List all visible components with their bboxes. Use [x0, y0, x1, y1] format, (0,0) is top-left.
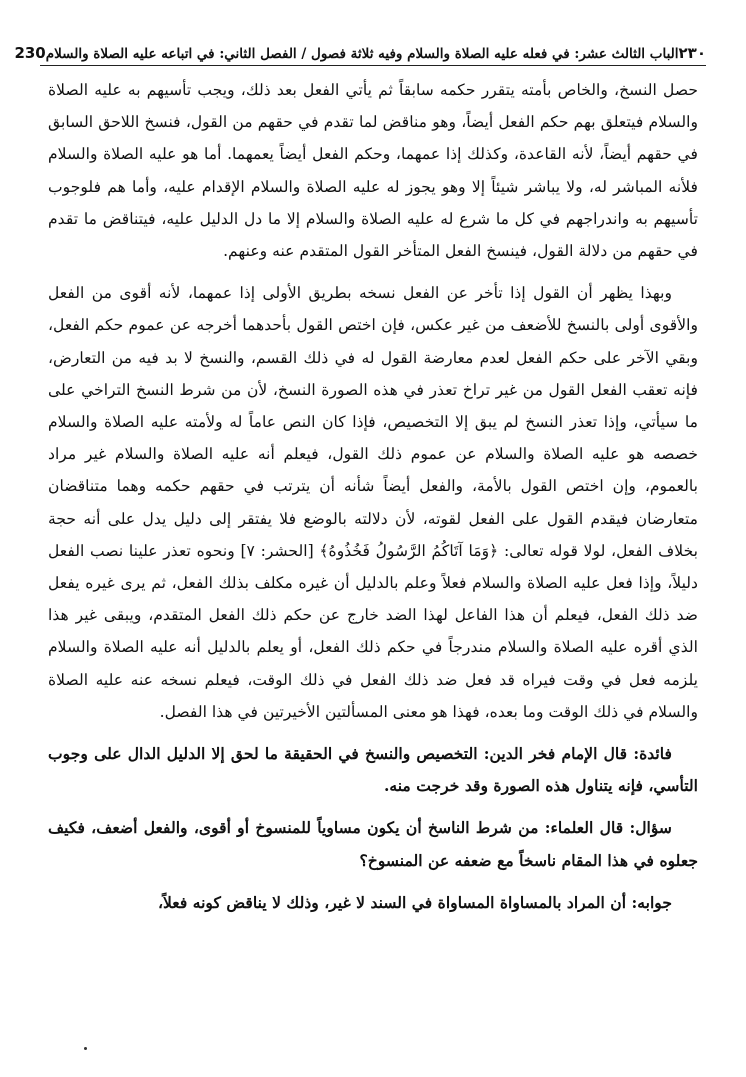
chapter-title: الباب الثالث عشر: في فعله عليه الصلاة والسلام وفيه ثلاثة فصول / الفصل الثاني: في اتباعه عليه الصلاة والسلام: [45, 46, 679, 62]
running-header: [14, 36, 706, 66]
paragraph-benefit: [48, 738, 698, 802]
body-text: [48, 74, 698, 919]
benefit-label: فائدة:: [633, 744, 672, 764]
paragraph-question: [48, 812, 698, 876]
paragraph-1-text: حصل النسخ، والخاص بأمته يتقرر حكمه سابقاً ثم يأتي الفعل بعد ذلك، ويجب تأسيهم به عليه الصلاة والسلام فيتعلق بهم حكم الفعل أيضاً، وهو مناقض لما تقدم في حقهم من القول، فنسخ اللاحق السابق في حقهم أيضاً، لأنه القاعدة، وكذلك إذا عمهما، وحكم الفعل أيضاً يعمهما. أما هو عليه الصلاة والسلام فلأنه المباشر له، ولا يباشر شيئاً إلا وهو يجوز له عليه الصلاة والسلام الإقدام عليه، وأما هم فلوجوب تأسيهم به واندراجهم في كل ما شرع له عليه الصلاة والسلام إلا ما دل الدليل عليه، فيتناقض ما تقدم في حقهم من دلالة القول، فينسخ الفعل المتأخر القول المتقدم عنه وعنهم.: [48, 81, 698, 261]
benefit-text: قال الإمام فخر الدين: التخصيص والنسخ في الحقيقة ما لحق إلا الدليل الدال على وجوب التأسي، فإنه يتناول هذه الصورة وقد خرجت منه.: [48, 744, 698, 796]
page-number-arabic: ٢٣٠: [678, 44, 706, 62]
answer-text: أن المراد بالمساواة المساواة في السند لا غير، وذلك لا يناقض كونه فعلاً،: [157, 892, 627, 912]
paragraph-answer: [48, 887, 698, 919]
page-number-latin: 230: [14, 44, 46, 62]
question-label: سؤال:: [629, 818, 672, 838]
question-text: قال العلماء: من شرط الناسخ أن يكون مساوياً للمنسوخ أو أقوى، والفعل أضعف، فكيف جعلوه في هذا المقام ناسخاً مع ضعفه عن المنسوخ؟: [48, 818, 698, 870]
paragraph-1: [48, 74, 698, 267]
paragraph-2-text: وبهذا يظهر أن القول إذا تأخر عن الفعل نسخه بطريق الأولى إذا عمهما، لأنه أقوى من الفعل والأقوى أولى بالنسخ للأضعف من غير عكس، فإن اختص القول بأحدهما أخرجه عن عموم حكم الفعل، وبقي الآخر على حكم الفعل لعدم معارضة القول له في ذلك القسم، والنسخ لا بد فيه من التعارض، فإنه تعقب الفعل القول من غير تراخ تعذر في هذه الصورة النسخ، لأن من شرط النسخ التراخي على ما سيأتي، وإذا تعذر النسخ لم يبق إلا التخصيص، فإذا كان النص عاماً له ولأمته عليه الصلاة والسلام خصصه هو عليه الصلاة والسلام عن عموم ذلك القول، فيعلم أنه عليه الصلاة والسلام غير مراد بالعموم، وإن اختص القول بالأمة، والفعل أيضاً شأنه أن يترتب في حقهم حكمه وهما متناقضان متعارضان فيقدم القول على الفعل لقوته، لأن دلالته بالوضع فلا يفتقر إلى دليل يدل على أنه حجة بخلاف الفعل، لولا قوله تعالى: ﴿وَمَا آتَاكُمُ الرَّسُولُ فَخُذُوهُ﴾ [الحشر: ٧] ونحوه تعذر علينا نصب الفعل دليلاً، وإذا فعل عليه الصلاة والسلام فعلاً وعلم بالدليل أن غيره مكلف بذلك الفعل، ثم يرى غيره يفعل ضد ذلك الفعل، فيعلم أن هذا الفاعل لهذا الضد خارج عن حكم ذلك الفعل المتقدم، ويبقى غير هذا الذي أقره عليه الصلاة والسلام مندرجاً في حكم ذلك الفعل، أو يعلم بالدليل أنه عليه الصلاة والسلام يلزمه فعل في وقت فيراه قد فعل ضد ذلك الفعل في ذلك الوقت، فيعلم نسخه عنه عليه الصلاة والسلام في ذلك الوقت وما بعده، فهذا هو معنى المسألتين الأخيرتين في هذا الفصل.: [48, 284, 698, 721]
footer-dot: [84, 1047, 87, 1050]
answer-label: جوابه:: [631, 892, 672, 912]
paragraph-2: [48, 277, 698, 728]
